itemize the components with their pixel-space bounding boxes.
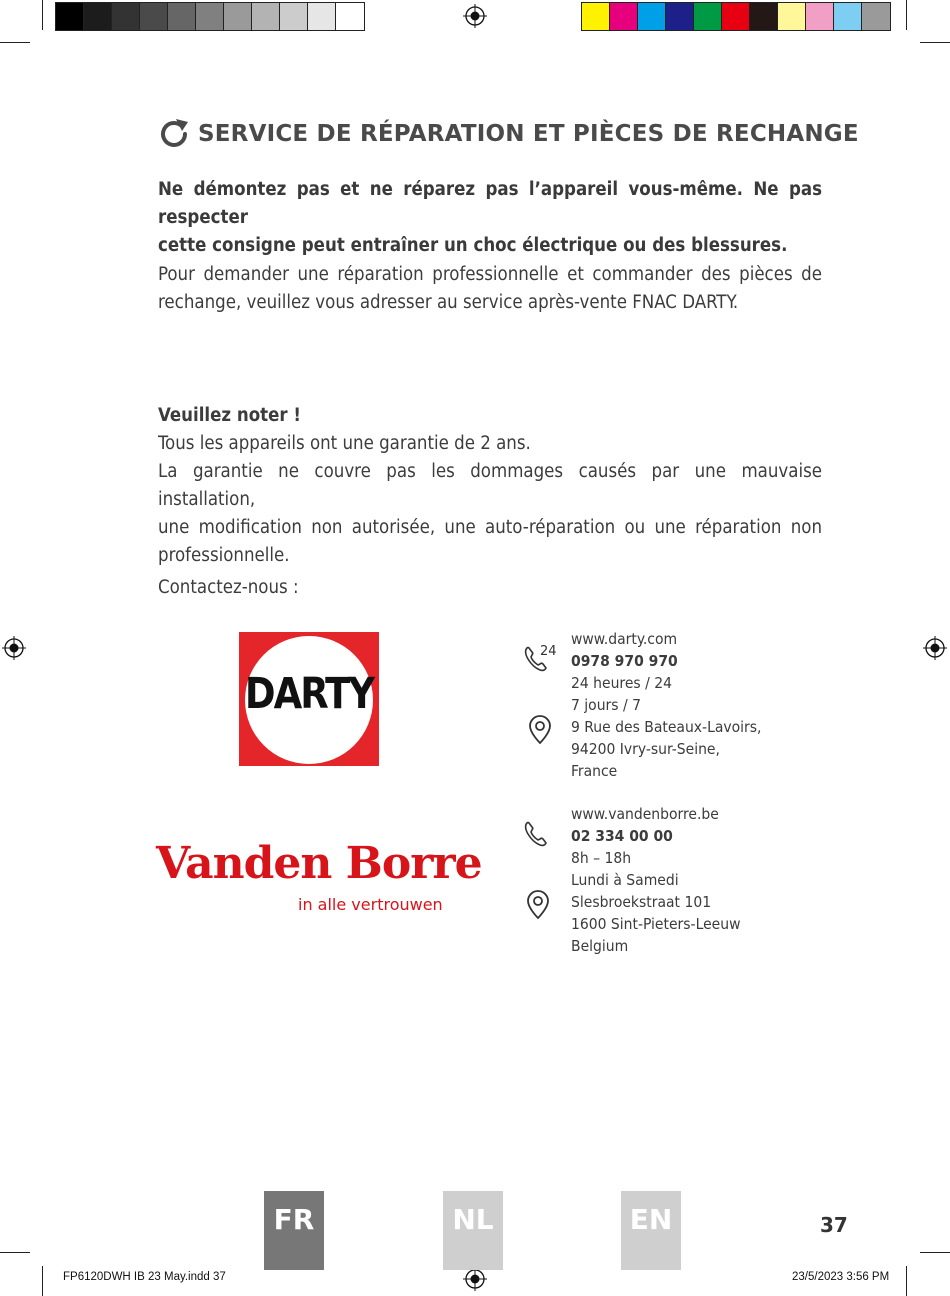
color-swatch: [280, 3, 308, 30]
darty-logo: [239, 632, 379, 766]
vanden-borre-country: Belgium: [571, 937, 629, 955]
vanden-borre-days: Lundi à Samedi: [571, 871, 679, 889]
service-paragraph: [158, 261, 822, 317]
vanden-borre-hours: 8h – 18h: [571, 849, 632, 867]
darty-address-line: 94200 Ivry-sur-Seine,: [571, 740, 720, 758]
color-swatch: [56, 3, 84, 30]
color-swatch: [336, 3, 364, 30]
color-swatch: [750, 3, 778, 30]
slug-file-name: FP6120DWH IB 23 May.indd 37: [63, 1271, 226, 1283]
vanden-borre-tagline: in alle vertrouwen: [298, 895, 443, 914]
color-swatch: [610, 3, 638, 30]
service-line: rechange, veuillez vous adresser au service après-vente FNAC DARTY.: [158, 292, 739, 313]
page-number: 37: [820, 1213, 848, 1237]
warning-line: Ne démontez pas et ne réparez pas l’appareil vous-même. Ne pas respecter: [158, 179, 822, 228]
note-line: La garantie ne couvre pas les dommages causés par une mauvaise installation,: [158, 461, 822, 510]
darty-logo-text: DARTY: [244, 668, 374, 719]
vanden-borre-phone: 02 334 00 00: [571, 827, 673, 845]
darty-contact: [571, 628, 761, 782]
contact-label: Contactez-nous :: [158, 577, 299, 598]
color-swatch: [666, 3, 694, 30]
color-swatch: [168, 3, 196, 30]
color-swatch: [112, 3, 140, 30]
registration-mark-icon: [923, 636, 947, 660]
color-swatch: [638, 3, 666, 30]
vanden-borre-contact: [571, 803, 740, 957]
color-swatch: [806, 3, 834, 30]
color-swatch: [308, 3, 336, 30]
note-line: une modification non autorisée, une auto-réparation ou une réparation non: [158, 517, 822, 538]
color-swatch: [694, 3, 722, 30]
warranty-line: Tous les appareils ont une garantie de 2 ans.: [158, 433, 531, 454]
phone-24h-badge: 24: [540, 644, 557, 659]
color-swatch: [582, 3, 610, 30]
vanden-borre-address-line: Slesbroekstraat 101: [571, 893, 712, 911]
refresh-arrow-icon: [158, 118, 192, 150]
vanden-borre-logo: Vanden Borre: [156, 838, 482, 889]
phone-icon: [522, 818, 554, 848]
language-tab-en: EN: [621, 1191, 681, 1270]
vanden-borre-website: www.vandenborre.be: [571, 805, 719, 823]
color-swatch: [84, 3, 112, 30]
location-pin-icon: [527, 715, 553, 745]
darty-hours: 24 heures / 24: [571, 674, 672, 692]
note-block: [158, 402, 822, 570]
color-swatch: [224, 3, 252, 30]
safety-warning: [158, 176, 822, 260]
color-swatch: [722, 3, 750, 30]
color-swatch: [834, 3, 862, 30]
slug-date: 23/5/2023 3:56 PM: [792, 1271, 890, 1283]
grayscale-color-bar: [55, 2, 365, 31]
color-swatch: [140, 3, 168, 30]
section-title-text: SERVICE DE RÉPARATION ET PIÈCES DE RECHANGE: [198, 121, 859, 147]
color-swatch: [862, 3, 890, 30]
darty-website: www.darty.com: [571, 630, 678, 648]
color-swatch: [252, 3, 280, 30]
service-line: Pour demander une réparation professionnelle et commander des pièces de: [158, 264, 822, 285]
note-heading: Veuillez noter !: [158, 405, 302, 426]
darty-days: 7 jours / 7: [571, 696, 641, 714]
process-color-bar: [581, 2, 891, 31]
warning-line: cette consigne peut entraîner un choc électrique ou des blessures.: [158, 235, 788, 256]
section-title: [158, 118, 859, 150]
color-swatch: [196, 3, 224, 30]
registration-mark-icon: [463, 1267, 487, 1291]
registration-mark-icon: [463, 4, 487, 28]
note-line: professionnelle.: [158, 545, 290, 566]
location-pin-icon: [525, 890, 551, 920]
language-tab-fr: FR: [264, 1191, 324, 1270]
phone-24h-icon: [522, 642, 560, 674]
language-tab-nl: NL: [443, 1191, 503, 1270]
darty-country: France: [571, 762, 618, 780]
vanden-borre-address-line: 1600 Sint-Pieters-Leeuw: [571, 915, 741, 933]
darty-address-line: 9 Rue des Bateaux-Lavoirs,: [571, 718, 762, 736]
darty-phone: 0978 970 970: [571, 652, 678, 670]
color-swatch: [778, 3, 806, 30]
registration-mark-icon: [2, 636, 26, 660]
